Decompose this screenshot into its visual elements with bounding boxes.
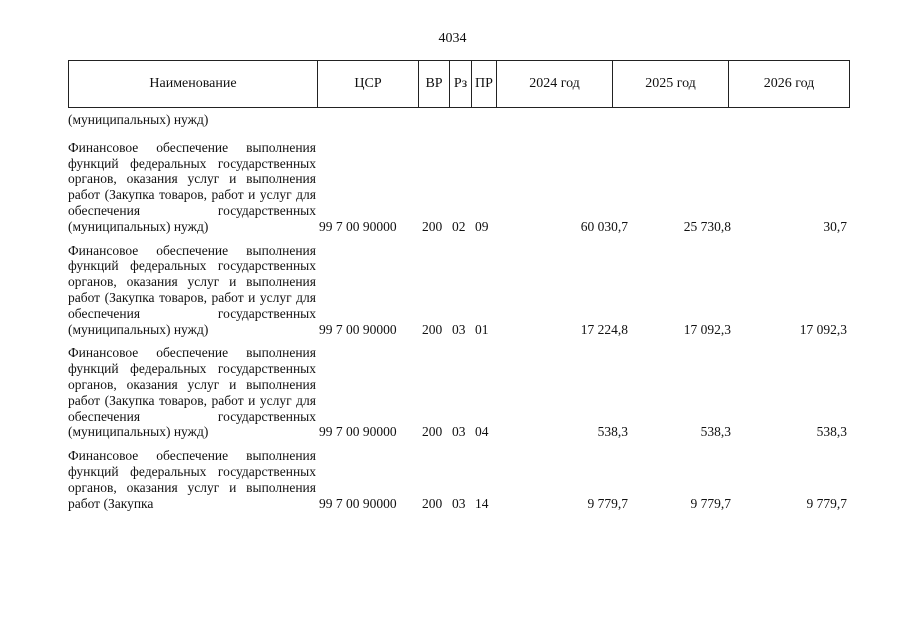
row-vr: 200 [422,424,443,440]
row-csr: 99 7 00 90000 [319,218,397,234]
row-2024: 9 779,7 [587,495,628,511]
row-2025: 25 730,8 [683,218,731,234]
header-name: Наименование [69,61,318,108]
page-number: 4034 [438,31,467,46]
row-name: Финансовое обеспечение выполнения функций федеральных государственных органов, оказания услуг и выполнения работ (Закупка товаров, работ и услуг для обеспечения государственных (муниципальных) нужд) [68,242,316,337]
row-name: Финансовое обеспечение выполнения функций федеральных государственных органов, оказания услуг и выполнения работ (Закупка [68,448,316,511]
header-2026: 2026 год [729,61,850,108]
row-pr: 01 [475,321,489,337]
row-2024: 538,3 [597,424,628,440]
row-2025: 538,3 [700,424,731,440]
row-rz: 02 [452,218,466,234]
table-row [68,448,858,511]
row-2024: 17 224,8 [580,321,628,337]
row-csr: 99 7 00 90000 [319,495,397,511]
row-rz: 03 [452,321,466,337]
row-2026: 30,7 [823,218,847,234]
row-2026: 538,3 [816,424,847,440]
row-vr: 200 [422,321,443,337]
table-row [68,243,858,338]
row-rz: 03 [452,424,466,440]
table-row [68,112,858,128]
row-2025: 9 779,7 [690,495,731,511]
header-2025: 2025 год [613,61,729,108]
row-pr: 09 [475,218,489,234]
table-header [68,60,850,108]
row-vr: 200 [422,218,443,234]
header-rz: Рз [450,61,472,108]
row-pr: 14 [475,495,489,511]
row-2025: 17 092,3 [683,321,731,337]
row-name: (муниципальных) нужд) [68,112,209,127]
header-pr: ПР [472,61,497,108]
row-vr: 200 [422,495,443,511]
table-body [68,112,858,519]
row-name: Финансовое обеспечение выполнения функций федеральных государственных органов, оказания услуг и выполнения работ (Закупка товаров, работ и услуг для обеспечения государственных (муниципальных) нужд) [68,139,316,234]
row-rz: 03 [452,495,466,511]
header-2024: 2024 год [497,61,613,108]
row-name: Финансовое обеспечение выполнения функций федеральных государственных органов, оказания услуг и выполнения работ (Закупка товаров, работ и услуг для обеспечения государственных (муниципальных) нужд) [68,345,316,440]
row-2026: 9 779,7 [806,495,847,511]
row-csr: 99 7 00 90000 [319,321,397,337]
row-csr: 99 7 00 90000 [319,424,397,440]
row-2026: 17 092,3 [799,321,847,337]
table-row [68,345,858,440]
row-2024: 60 030,7 [580,218,628,234]
header-vr: ВР [419,61,450,108]
header-csr: ЦСР [318,61,419,108]
row-pr: 04 [475,424,489,440]
table-row [68,140,858,235]
